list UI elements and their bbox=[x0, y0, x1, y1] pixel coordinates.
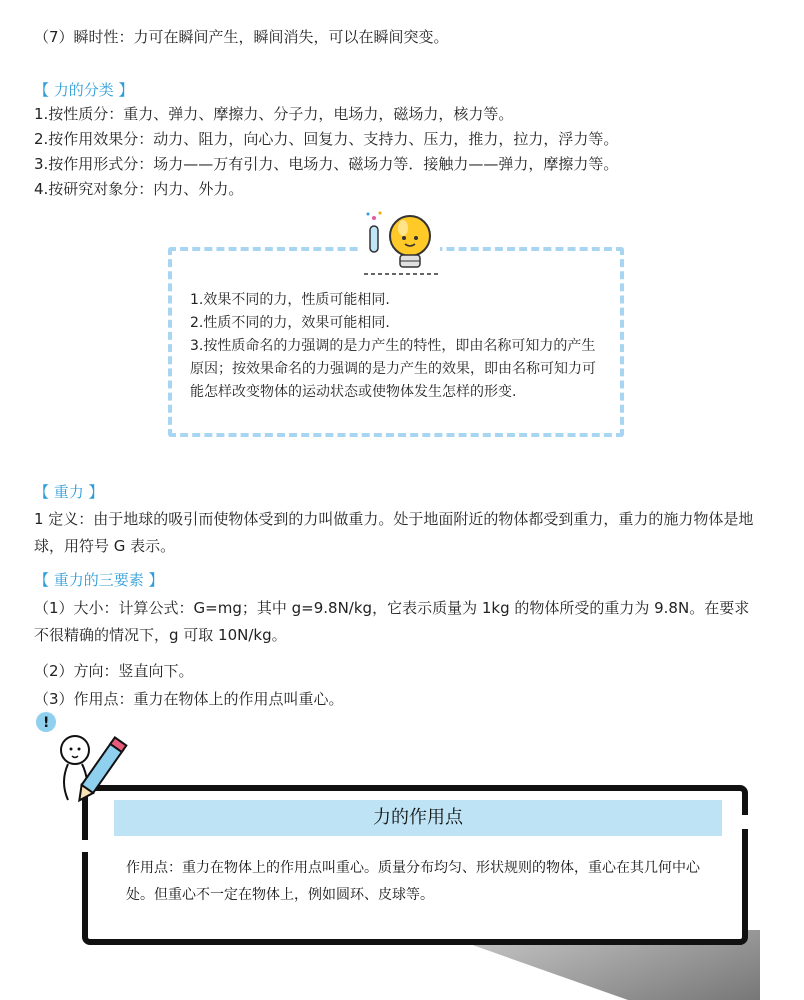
gravity-element: （2）方向：竖直向下。 bbox=[34, 662, 194, 680]
card-title: 力的作用点 bbox=[114, 800, 722, 836]
note-line: 1.效果不同的力，性质可能相同. bbox=[190, 292, 390, 308]
note-line: 2.性质不同的力，效果可能相同. bbox=[190, 315, 390, 331]
classification-item: 1.按性质分：重力、弹力、摩擦力、分子力，电场力，磁场力，核力等。 bbox=[34, 105, 514, 123]
gravity-definition: 1 定义：由于地球的吸引而使物体受到的力叫做重力。处于地面附近的物体都受到重力，重力的施力物体是地球，用符号 G 表示。 bbox=[34, 510, 754, 555]
classification-item: 2.按作用效果分：动力、阻力，向心力、回复力、支持力、压力，推力，拉力，浮力等。 bbox=[34, 130, 619, 148]
card-body: 作用点：重力在物体上的作用点叫重心。质量分布均匀、形状规则的物体，重心在其几何中心处。但重心不一定在物体上，例如圆环、皮球等。 bbox=[126, 860, 700, 903]
gravity-heading: 【 重力 】 bbox=[34, 483, 104, 501]
pencil-mascot-icon bbox=[30, 712, 130, 812]
card-border-gap bbox=[80, 840, 90, 852]
gravity-element: （1）大小：计算公式：G=mg；其中 g=9.8N/kg，它表示质量为 1kg 的物体所受的重力为 9.8N。在要求不很精确的情况下，g 可取 10N/kg。 bbox=[34, 599, 750, 644]
classification-item: 4.按研究对象分：内力、外力。 bbox=[34, 180, 244, 198]
card-border-gap bbox=[740, 815, 750, 829]
note-line: 3.按性质命名的力强调的是力产生的特性，即由名称可知力的产生原因；按效果命名的力强调的是力产生的效果，即由名称可知力可能怎样改变物体的运动状态或使物体发生怎样的形变. bbox=[190, 338, 596, 400]
gravity-elements-heading: 【 重力的三要素 】 bbox=[34, 571, 164, 589]
classification-heading: 【 力的分类 】 bbox=[34, 81, 134, 99]
lightbulb-icon bbox=[360, 208, 440, 278]
gravity-element: （3）作用点：重力在物体上的作用点叫重心。 bbox=[34, 690, 344, 708]
svg-text:!: ! bbox=[43, 715, 50, 731]
intro-line: （7）瞬时性：力可在瞬间产生，瞬间消失，可以在瞬间突变。 bbox=[34, 28, 449, 46]
classification-item: 3.按作用形式分：场力——万有引力、电场力、磁场力等．接触力——弹力，摩擦力等。 bbox=[34, 155, 619, 173]
